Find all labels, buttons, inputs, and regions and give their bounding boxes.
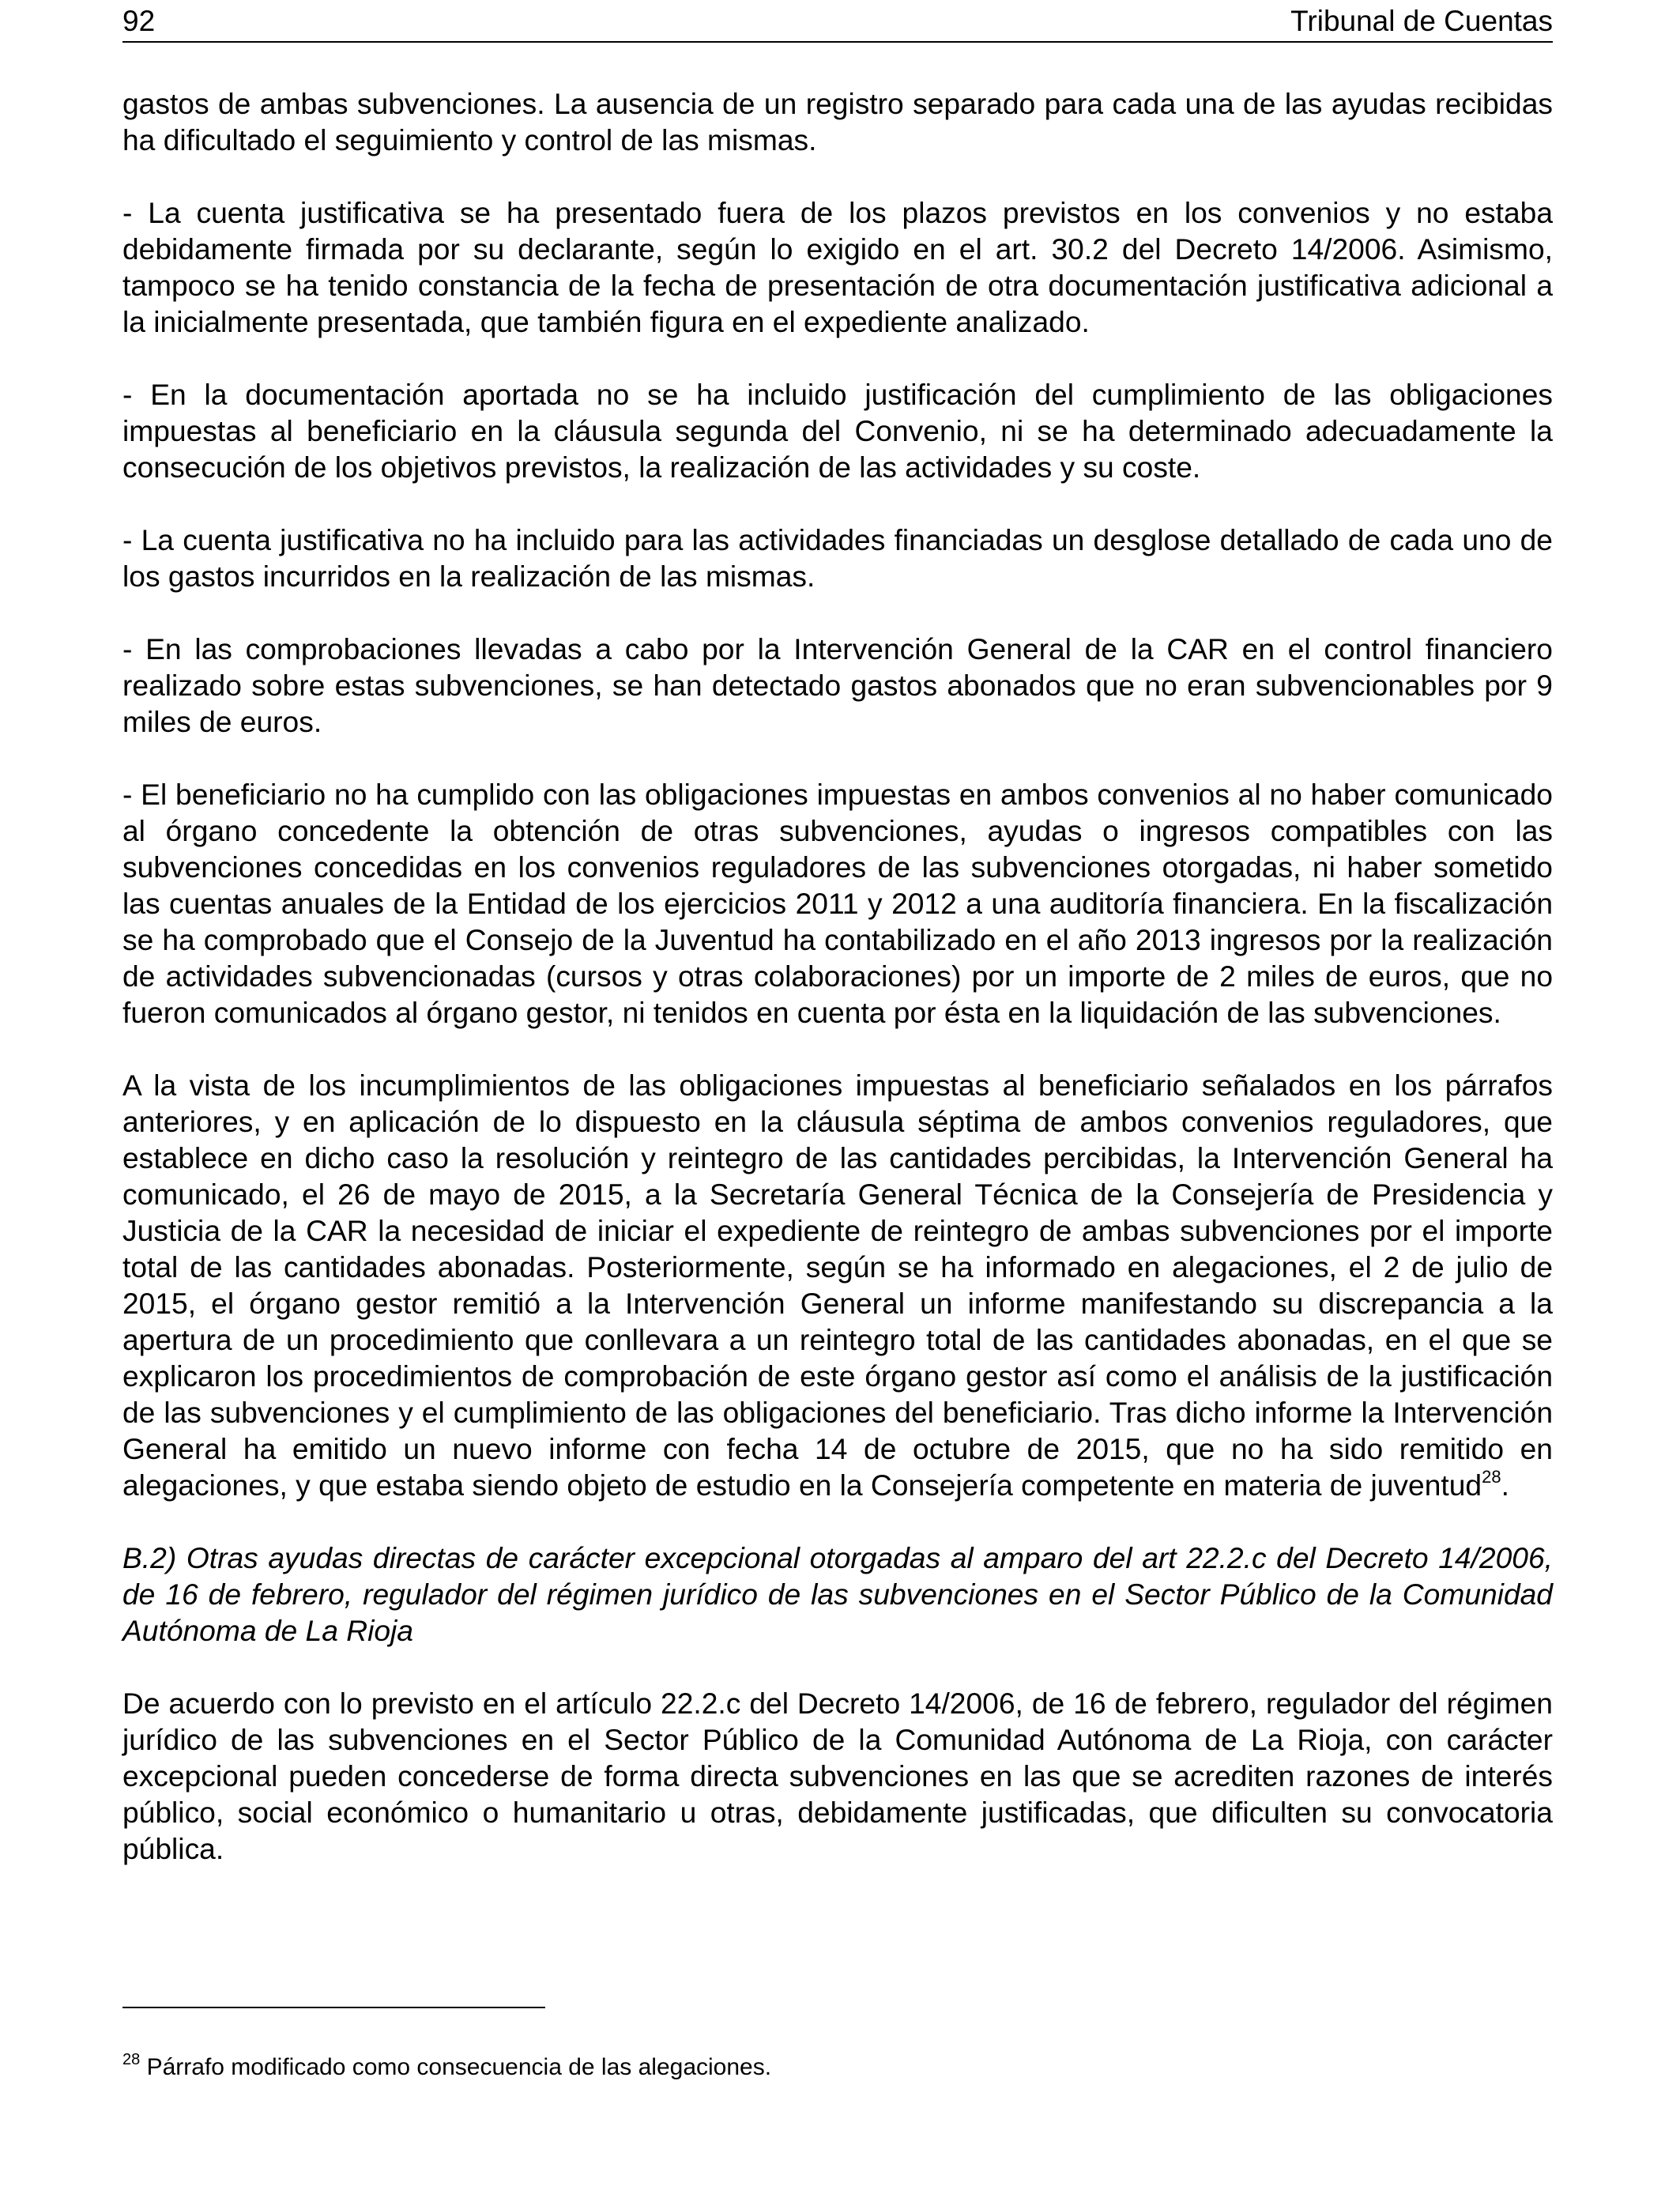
footnote-text: Párrafo modificado como consecuencia de las alegaciones. bbox=[146, 2054, 772, 2080]
paragraph-incumplimientos-text: A la vista de los incumplimientos de las obligaciones impuestas al beneficiario señalados en los párrafos anteriores, y en aplicación de lo dispuesto en la cláusula séptima de ambos convenios reguladores, que establece en dicho caso la resolución y reintegro de las cantidades percibidas, la Intervención General ha comunicado, el 26 de mayo de 2015, a la Secretaría General Técnica de la Consejería de Presidencia y Justicia de la CAR la necesidad de iniciar el expediente de reintegro de ambas subvenciones por el importe total de las cantidades abonadas. Posteriormente, según se ha informado en alegaciones, el 2 de julio de 2015, el órgano gestor remitió a la Intervención General un informe manifestando su discrepancia a la apertura de un procedimiento que conllevara a un reintegro total de las cantidades abonadas, en el que se explicaron los procedimientos de comprobación de este órgano gestor así como el análisis de la justificación de las subvenciones y el cumplimiento de las obligaciones del beneficiario. Tras dicho informe la Intervención General ha emitido un nuevo informe con fecha 14 de octubre de 2015, que no ha sido remitido en alegaciones, y que estaba siendo objeto de estudio en la Consejería competente en materia de juventud bbox=[122, 1069, 1553, 1502]
page-header bbox=[122, 2, 1553, 43]
sentence-period: . bbox=[1501, 1468, 1509, 1502]
paragraph-documentacion: - En la documentación aportada no se ha incluido justificación del cumplimiento de las obligaciones impuestas al beneficiario en la cláusula segunda del Convenio, ni se ha determinado adecuadamente la consecución de los objetivos previstos, la realización de las actividades y su coste. bbox=[122, 378, 1553, 484]
paragraph-desglose: - La cuenta justificativa no ha incluido para las actividades financiadas un desglose detallado de cada uno de los gastos incurridos en la realización de las mismas. bbox=[122, 523, 1553, 593]
paragraph-cuenta-plazos: - La cuenta justificativa se ha presentado fuera de los plazos previstos en los convenios y no estaba debidamente firmada por su declarante, según lo exigido en el art. 30.2 del Decreto 14/2006. Asimismo, tampoco se ha tenido constancia de la fecha de presentación de otra documentación justificativa adicional a la inicialmente presentada, que también figura en el expediente analizado. bbox=[122, 196, 1553, 338]
paragraph-continuation: gastos de ambas subvenciones. La ausencia de un registro separado para cada una de las ayudas recibidas ha dificultado el seguimiento y control de las mismas. bbox=[122, 87, 1553, 156]
paragraph-comprobaciones: - En las comprobaciones llevadas a cabo por la Intervención General de la CAR en el control financiero realizado sobre estas subvenciones, se han detectado gastos abonados que no eran subvencionables por 9 miles de euros. bbox=[122, 632, 1553, 738]
header-title: Tribunal de Cuentas bbox=[1290, 5, 1553, 37]
footnote bbox=[122, 2052, 1553, 2083]
page-body bbox=[122, 85, 1553, 1903]
footnote-number: 28 bbox=[122, 2051, 141, 2068]
paragraph-incumplimientos bbox=[122, 1067, 1553, 1503]
page-number: 92 bbox=[122, 5, 156, 37]
paragraph-closing: De acuerdo con lo previsto en el artículo 22.2.c del Decreto 14/2006, de 16 de febrero, regulador del régimen jurídico de las subvenciones en el Sector Público de la Comunidad Autónoma de La Rioja, con carácter excepcional pueden concederse de forma directa subvenciones en las que se acrediten razones de interés público, social económico o humanitario u otras, debidamente justificadas, que dificulten su convocatoria pública. bbox=[122, 1687, 1553, 1865]
footnote-separator bbox=[122, 2007, 545, 2008]
footnote-reference[interactable]: 28 bbox=[1482, 1467, 1501, 1487]
paragraph-beneficiario: - El beneficiario no ha cumplido con las obligaciones impuestas en ambos convenios al no haber comunicado al órgano concedente la obtención de otras subvenciones, ayudas o ingresos compatibles con las subvenciones concedidas en los convenios reguladores de las subvenciones otorgadas, ni haber sometido las cuentas anuales de la Entidad de los ejercicios 2011 y 2012 a una auditoría financiera. En la fiscalización se ha comprobado que el Consejo de la Juventud ha contabilizado en el año 2013 ingresos por la realización de actividades subvencionadas (cursos y otras colaboraciones) por un importe de 2 miles de euros, que no fueron comunicados al órgano gestor, ni tenidos en cuenta por ésta en la liquidación de las subvenciones. bbox=[122, 778, 1553, 1029]
section-heading: B.2) Otras ayudas directas de carácter excepcional otorgadas al amparo del art 22.2.c del Decreto 14/2006, de 16 de febrero, regulador del régimen jurídico de las subvenciones en el Sector Público de la Comunidad Autónoma de La Rioja bbox=[122, 1541, 1553, 1647]
